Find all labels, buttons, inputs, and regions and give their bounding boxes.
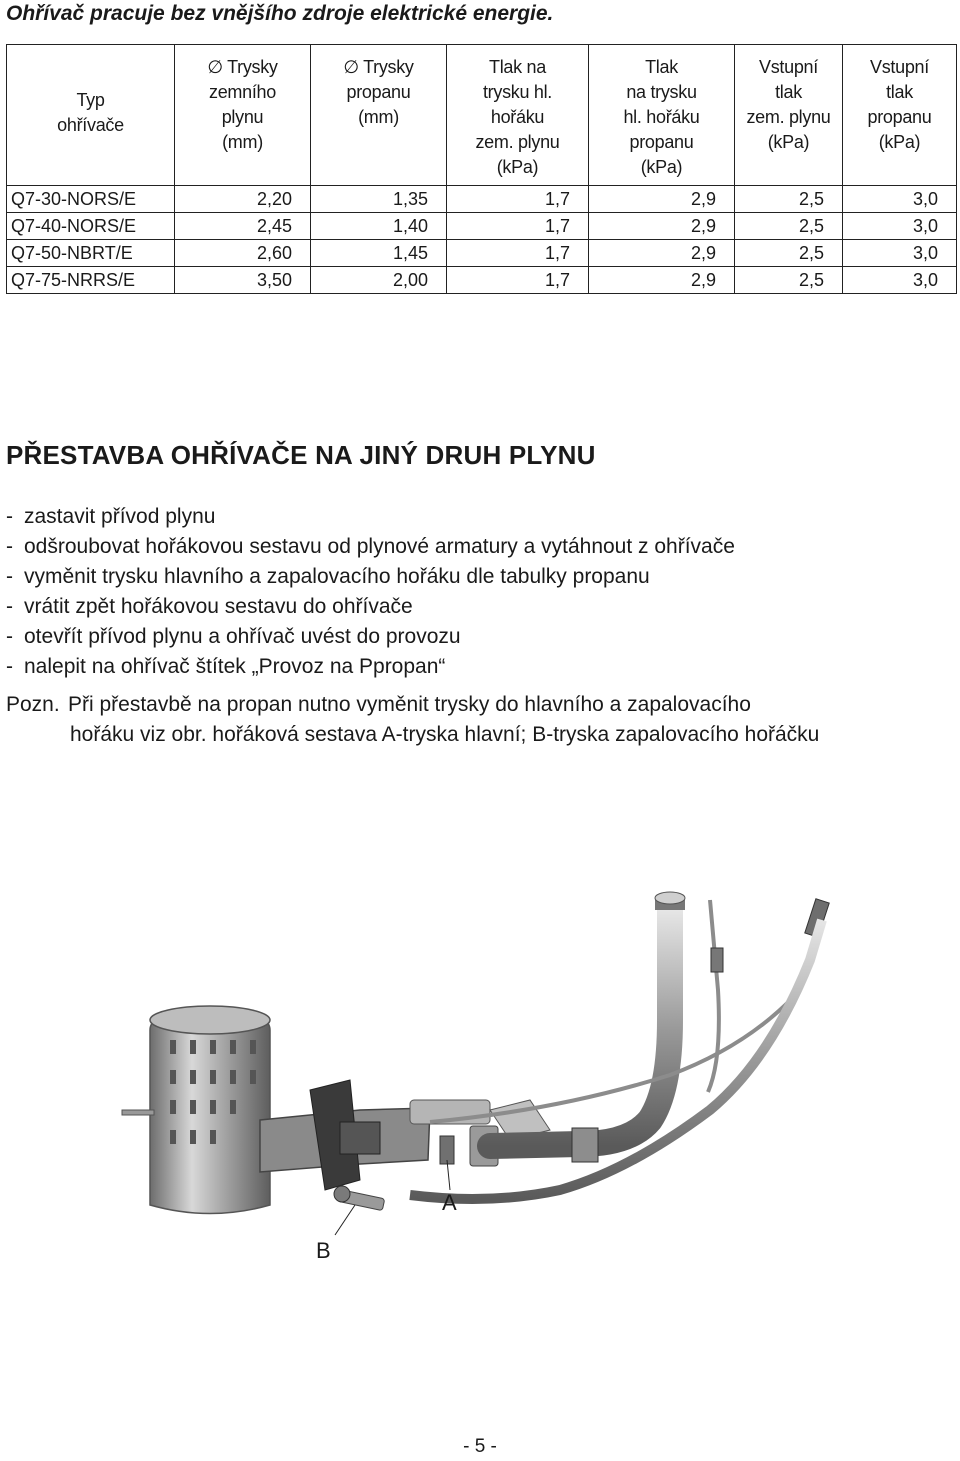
- list-item: [6, 502, 735, 532]
- note-line-2: hořáku viz obr. hořáková sestava A-tryska hlavní; B-tryska zapalovacího hořáčku: [70, 723, 820, 746]
- step-marker: -: [6, 535, 13, 558]
- table-cell: Q7-30-NORS/E: [7, 186, 175, 213]
- header-nozzle-propane: ∅ Trysky propanu (mm): [311, 45, 447, 186]
- table-row: [7, 267, 957, 294]
- table-cell: 1,7: [447, 213, 589, 240]
- list-item: [6, 562, 735, 592]
- note-label: Pozn.: [6, 693, 60, 716]
- table-cell: 1,35: [311, 186, 447, 213]
- table-header-row: [7, 45, 957, 186]
- step-marker: -: [6, 505, 13, 528]
- table-cell: 3,0: [843, 267, 957, 294]
- step-text: vyměnit trysku hlavního a zapalovacího hořáku dle tabulky propanu: [24, 565, 650, 588]
- table-cell: 1,45: [311, 240, 447, 267]
- header-nozzle-natural-gas: ∅ Trysky zemního plynu (mm): [175, 45, 311, 186]
- table-cell: 3,0: [843, 240, 957, 267]
- table-cell: 2,5: [735, 240, 843, 267]
- table-cell: 1,40: [311, 213, 447, 240]
- table-cell: 1,7: [447, 186, 589, 213]
- table-cell: 2,45: [175, 213, 311, 240]
- step-text: odšroubovat hořákovou sestavu od plynové armatury a vytáhnout z ohřívače: [24, 535, 735, 558]
- step-text: otevřít přívod plynu a ohřívač uvést do provozu: [24, 625, 461, 648]
- step-text: zastavit přívod plynu: [24, 505, 216, 528]
- table-row: [7, 240, 957, 267]
- table-cell: 2,5: [735, 186, 843, 213]
- header-inlet-natural-gas: Vstupní tlak zem. plynu (kPa): [735, 45, 843, 186]
- table-cell: 1,7: [447, 267, 589, 294]
- table-cell: 2,60: [175, 240, 311, 267]
- table-cell: 3,50: [175, 267, 311, 294]
- table-cell: 2,5: [735, 213, 843, 240]
- note: [6, 690, 960, 750]
- step-marker: -: [6, 625, 13, 648]
- step-marker: -: [6, 655, 13, 678]
- table-cell: Q7-50-NBRT/E: [7, 240, 175, 267]
- table-cell: 3,0: [843, 186, 957, 213]
- header-pressure-propane: Tlak na trysku hl. hořáku propanu (kPa): [589, 45, 735, 186]
- table-cell: 1,7: [447, 240, 589, 267]
- list-item: [6, 622, 735, 652]
- step-marker: -: [6, 565, 13, 588]
- page-number: - 5 -: [463, 1436, 497, 1457]
- step-text: vrátit zpět hořákovou sestavu do ohřívače: [24, 595, 413, 618]
- table-row: [7, 186, 957, 213]
- header-type: Typ ohřívače: [7, 45, 175, 186]
- list-item: [6, 592, 735, 622]
- table-cell: 2,9: [589, 240, 735, 267]
- step-text: nalepit na ohřívač štítek „Provoz na Ppropan“: [24, 655, 446, 678]
- table-cell: 2,9: [589, 186, 735, 213]
- table-cell: 2,5: [735, 267, 843, 294]
- intro-text: Ohřívač pracuje bez vnějšího zdroje elektrické energie.: [6, 2, 554, 25]
- figure-label-b: B: [316, 1238, 331, 1263]
- burner-assembly-photo: [110, 860, 840, 1300]
- section-title: PŘESTAVBA OHŘÍVAČE NA JINÝ DRUH PLYNU: [6, 440, 596, 470]
- table-cell: 2,9: [589, 267, 735, 294]
- table-cell: 3,0: [843, 213, 957, 240]
- nozzle-table: [6, 44, 957, 294]
- table-cell: 2,20: [175, 186, 311, 213]
- list-item: [6, 652, 735, 682]
- figure-label-a: A: [442, 1190, 457, 1215]
- table-row: [7, 213, 957, 240]
- table-cell: 2,00: [311, 267, 447, 294]
- list-item: [6, 532, 735, 562]
- header-inlet-propane: Vstupní tlak propanu (kPa): [843, 45, 957, 186]
- header-pressure-natural-gas: Tlak na trysku hl. hořáku zem. plynu (kPa): [447, 45, 589, 186]
- table-cell: Q7-40-NORS/E: [7, 213, 175, 240]
- conversion-steps: [6, 502, 735, 682]
- step-marker: -: [6, 595, 13, 618]
- table-cell: 2,9: [589, 213, 735, 240]
- note-line-1: Při přestavbě na propan nutno vyměnit trysky do hlavního a zapalovacího: [68, 693, 751, 716]
- table-cell: Q7-75-NRRS/E: [7, 267, 175, 294]
